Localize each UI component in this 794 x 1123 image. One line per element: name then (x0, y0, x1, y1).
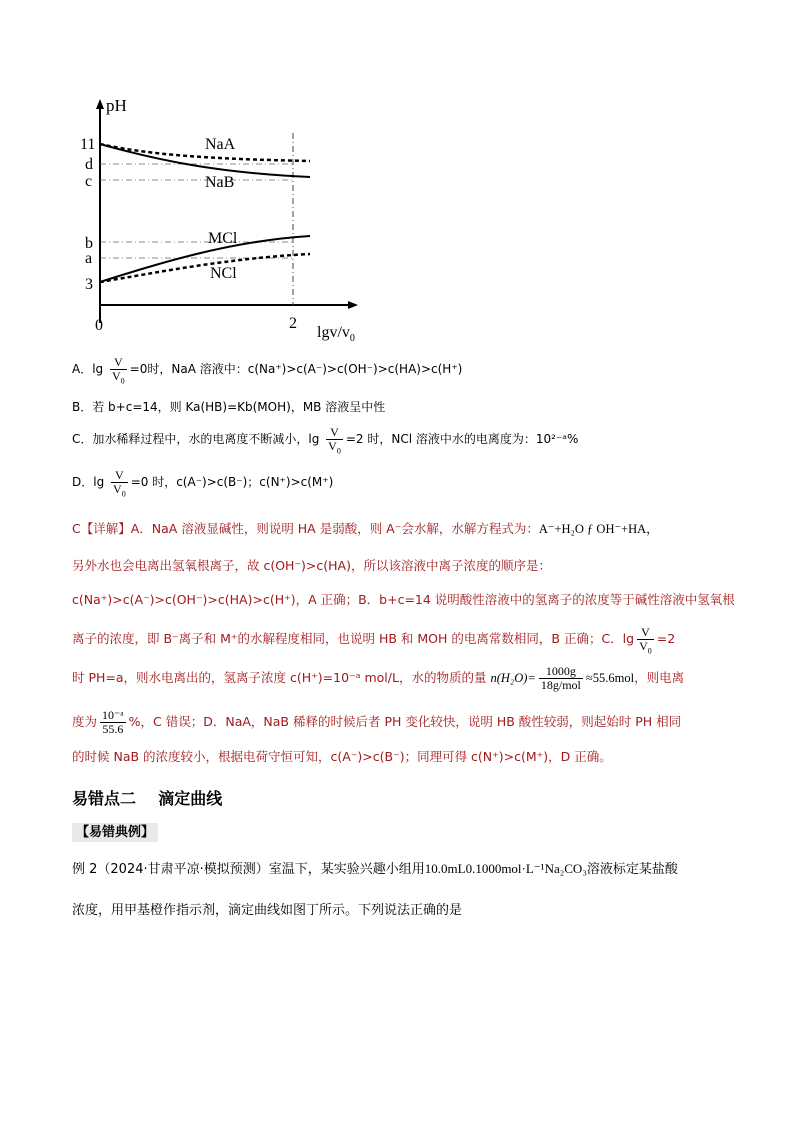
answer-line-5: 时 PH=a，则水电离出的，氢离子浓度 c(H⁺)=10⁻ᵃ mol/L，水的物质的量 n(H₂O)= $\frac{1000g}{\text{18g/mol}}$ ≈55.6mol，则电离 (72, 664, 685, 692)
option-b-text: B．若 b+c=14，则 Ka(HB)=Kb(MOH)，MB 溶液呈中性 (72, 400, 386, 414)
option-a-fraction: $\frac{V}{V_0}$ (112, 355, 125, 386)
answer-line-2: 另外水也会电离出氢氧根离子，故 c(OH⁻)>c(HA)，所以该溶液中离子浓度的顺序是： (72, 558, 551, 573)
answer-line-7: 的时候 NaB 的浓度较小，根据电荷守恒可知，c(A⁻)>c(B⁻)；同理可得 c(N⁺)>c(M⁺)，D 正确。 (72, 749, 612, 764)
origin-label: 0 (95, 317, 103, 334)
y-axis-label: pH (106, 96, 127, 115)
option-d[interactable] (72, 468, 334, 499)
tick-11: 11 (80, 136, 96, 153)
option-d-label: D．lg (72, 475, 105, 489)
answer-line-1: C【详解】A．NaA 溶液显碱性，则说明 HA 是弱酸，则 A⁻会水解，水解方程式为：A⁻+H₂O ƒ OH⁻+HA， (72, 521, 659, 536)
label-nab: NaB (205, 174, 235, 191)
x-tick-2: 2 (289, 315, 297, 332)
option-a-label: A．lg (72, 362, 104, 376)
tick-b: b (85, 235, 93, 252)
ph-dilution-chart (80, 95, 380, 345)
option-b[interactable] (72, 399, 385, 415)
option-c-fraction: $\frac{V}{V_0}$ (328, 425, 341, 456)
example-line-2: 浓度，用甲基橙作指示剂，滴定曲线如图丁所示。下列说法正确的是 (72, 903, 463, 918)
tick-3: 3 (85, 276, 93, 293)
x-axis-arrow (348, 301, 358, 309)
answer-line-6: 度为 $\frac{\text{10⁻ᵃ}}{55.6}$ %，C 错误；D．NaA，NaB 稀释的时候后者 PH 变化较快，说明 HB 酸性较弱，则起始时 PH 相同 (72, 708, 682, 736)
label-mcl: MCl (208, 230, 238, 247)
example-line-1: 例 2（2024·甘肃平凉·模拟预测）室温下，某实验兴趣小组用10.0mL0.1000mol·L⁻¹Na₂CO₃溶液标定某盐酸 (72, 861, 678, 877)
option-a[interactable] (72, 355, 463, 386)
tick-a: a (85, 250, 93, 267)
y-axis-arrow (96, 99, 104, 109)
tick-d: d (85, 156, 93, 173)
option-c-label: C．加水稀释过程中，水的电离度不断减小，lg (72, 432, 320, 446)
x-axis-label: lgv/$v_0$ (317, 324, 355, 344)
label-naa: NaA (205, 136, 236, 153)
option-a-text: =0时，NaA 溶液中：c(Na⁺)>c(A⁻)>c(OH⁻)>c(HA)>c(H⁺) (129, 362, 463, 376)
label-ncl: NCl (210, 265, 237, 282)
answer-line-4: 离子的浓度，即 B⁻离子和 M⁺的水解程度相同，也说明 HB 和 MOH 的电离常数相同，B 正确；C．lg $\frac{V}{V_0}$ =2 (72, 625, 676, 656)
option-d-text: =0 时，c(A⁻)>c(B⁻)；c(N⁺)>c(M⁺) (130, 475, 334, 489)
example-tag: 【易错典例】 (72, 821, 158, 840)
tick-c: c (85, 173, 93, 190)
curve-mcl (100, 236, 310, 282)
option-d-fraction: $\frac{V}{V_0}$ (113, 468, 126, 499)
option-c[interactable] (72, 425, 579, 456)
option-c-text: =2 时，NCl 溶液中水的电离度为：10²⁻ᵃ% (345, 432, 579, 446)
section-heading: 易错点二 滴定曲线 (72, 789, 223, 808)
answer-line-3: c(Na⁺)>c(A⁻)>c(OH⁻)>c(HA)>c(H⁺)，A 正确；B．b+c=14 说明酸性溶液中的氢离子的浓度等于碱性溶液中氢氧根 (72, 592, 735, 607)
